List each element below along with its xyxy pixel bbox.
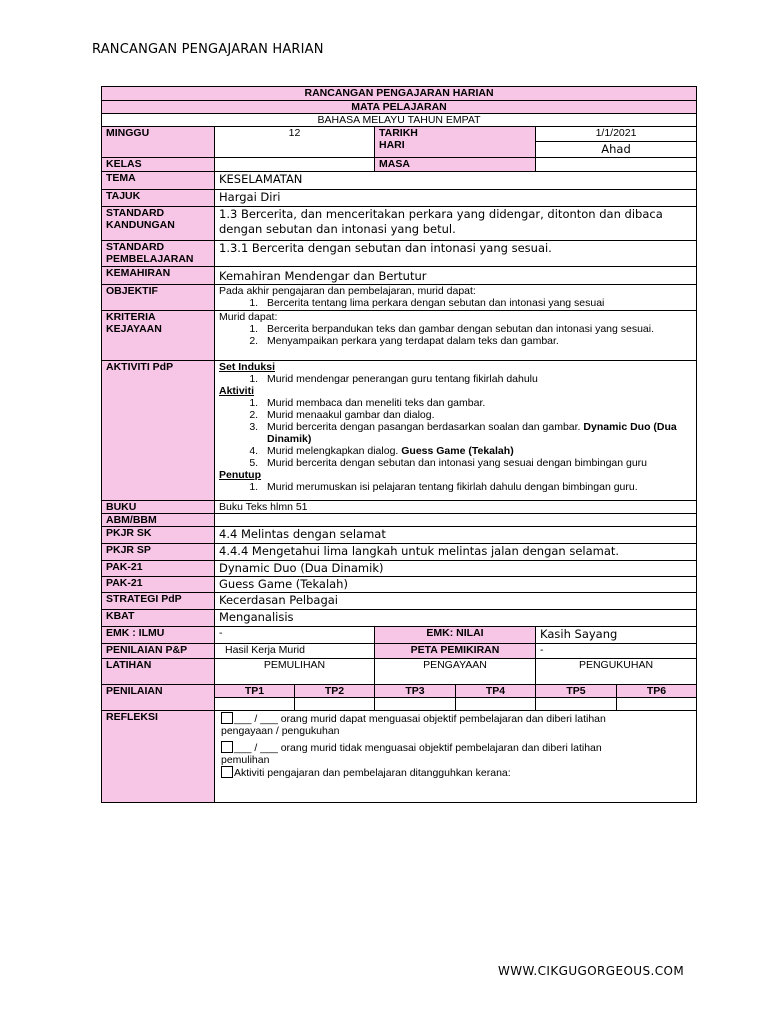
- aktiviti-item: 5. Murid bercerita dengan sebutan dan intonasi yang sesuai dengan bimbingan guru: [261, 457, 692, 469]
- tp-header: TP3: [375, 685, 456, 698]
- subject-label: MATA PELAJARAN: [102, 101, 697, 114]
- set-induksi-item: 1. Murid mendengar penerangan guru tentang fikirlah dahulu: [261, 373, 692, 385]
- checkbox-icon[interactable]: [221, 741, 233, 753]
- penilaian-pp-label: PENILAIAN P&P: [102, 644, 215, 659]
- minggu-value: 12: [215, 127, 375, 158]
- checkbox-icon[interactable]: [221, 712, 233, 724]
- lesson-plan-table: [101, 86, 697, 803]
- kemahiran-label: KEMAHIRAN: [102, 267, 215, 285]
- objektif-label: OBJEKTIF: [102, 285, 215, 311]
- tema-label: TEMA: [102, 172, 215, 190]
- subject-value: BAHASA MELAYU TAHUN EMPAT: [102, 114, 697, 127]
- kelas-value: [215, 158, 375, 172]
- kriteria-item: 1. Bercerita berpandukan teks dan gambar dengan sebutan dan intonasi yang sesuai.: [261, 323, 692, 335]
- tarikh-value: 1/1/2021: [536, 127, 697, 142]
- aktiviti-item: 3. Murid bercerita dengan pasangan berdasarkan soalan dan gambar. Dynamic Duo (Dua Dinamik): [261, 421, 692, 445]
- standard-pembelajaran-value: 1.3.1 Bercerita dengan sebutan dan intonasi yang sesuai.: [215, 241, 697, 267]
- tp-header: TP6: [617, 685, 697, 698]
- aktiviti-value: [215, 361, 697, 501]
- objektif-value: Pada akhir pengajaran dan pembelajaran, murid dapat: 1. Bercerita tentang lima perkara dengan sebutan dan intonasi yang sesuai: [215, 285, 697, 311]
- set-induksi-heading: Set Induksi: [219, 361, 276, 373]
- hari-value: Ahad: [536, 142, 697, 158]
- emk-nilai-value: Kasih Sayang: [536, 627, 697, 644]
- tp-cell[interactable]: [617, 698, 697, 711]
- buku-label: BUKU: [102, 501, 215, 514]
- pengayaan-cell: PENGAYAAN: [375, 659, 536, 685]
- pak21-value: Guess Game (Tekalah): [215, 577, 697, 593]
- refleksi-label: REFLEKSI: [102, 711, 215, 803]
- penutup-item: 1. Murid merumuskan isi pelajaran tentang fikirlah dahulu dengan bimbingan guru.: [261, 481, 692, 493]
- minggu-label: MINGGU: [102, 127, 215, 158]
- tp-cell[interactable]: [375, 698, 456, 711]
- masa-value: [536, 158, 697, 172]
- penilaian-pp-value: Hasil Kerja Murid: [215, 644, 375, 659]
- penutup-heading: Penutup: [219, 469, 261, 481]
- standard-kandungan-label: STANDARD KANDUNGAN: [102, 207, 215, 241]
- kemahiran-value: Kemahiran Mendengar dan Bertutur: [215, 267, 697, 285]
- kbat-value: Menganalisis: [215, 610, 697, 627]
- standard-pembelajaran-label: STANDARD PEMBELAJARAN: [102, 241, 215, 267]
- tarikh-hari-label: TARIKH HARI: [375, 127, 536, 158]
- objektif-item: 1. Bercerita tentang lima perkara dengan sebutan dan intonasi yang sesuai: [261, 297, 692, 309]
- abm-value: [215, 514, 697, 527]
- pkjr-sp-label: PKJR SP: [102, 544, 215, 561]
- emk-nilai-label: EMK: NILAI: [375, 627, 536, 644]
- tp-cell[interactable]: [536, 698, 617, 711]
- pak21-label: PAK-21: [102, 577, 215, 593]
- abm-label: ABM/BBM: [102, 514, 215, 527]
- aktiviti-heading: Aktiviti: [219, 385, 255, 397]
- tp-cell[interactable]: [215, 698, 295, 711]
- pkjr-sk-label: PKJR SK: [102, 527, 215, 544]
- pkjr-sk-value: 4.4 Melintas dengan selamat: [215, 527, 697, 544]
- pkjr-sp-value: 4.4.4 Mengetahui lima langkah untuk melintas jalan dengan selamat.: [215, 544, 697, 561]
- penilaian-label: PENILAIAN: [102, 685, 215, 711]
- tajuk-label: TAJUK: [102, 190, 215, 207]
- masa-label: MASA: [375, 158, 536, 172]
- tp-header: TP5: [536, 685, 617, 698]
- aktiviti-item: 1. Murid membaca dan meneliti teks dan gambar.: [261, 397, 692, 409]
- pak21-value: Dynamic Duo (Dua Dinamik): [215, 561, 697, 577]
- standard-kandungan-value: 1.3 Bercerita, dan menceritakan perkara yang didengar, ditonton dan dibaca dengan sebutan dan intonasi yang betul.: [215, 207, 697, 241]
- emk-ilmu-label: EMK : ILMU: [102, 627, 215, 644]
- plan-title: RANCANGAN PENGAJARAN HARIAN: [102, 87, 697, 101]
- kriteria-value: Murid dapat: 1. Bercerita berpandukan teks dan gambar dengan sebutan dan intonasi yang sesuai. 2. Menyampaikan perkara yang terdapat dalam teks dan gambar.: [215, 311, 697, 361]
- buku-value: Buku Teks hlmn 51: [215, 501, 697, 514]
- strategi-value: Kecerdasan Pelbagai: [215, 593, 697, 610]
- peta-pemikiran-label: PETA PEMIKIRAN: [375, 644, 536, 659]
- peta-pemikiran-value: -: [536, 644, 697, 659]
- tp-header: TP1: [215, 685, 295, 698]
- strategi-label: STRATEGI PdP: [102, 593, 215, 610]
- pengukuhan-cell: PENGUKUHAN: [536, 659, 697, 685]
- kriteria-item: 2. Menyampaikan perkara yang terdapat dalam teks dan gambar.: [261, 335, 692, 347]
- checkbox-icon[interactable]: [221, 766, 233, 778]
- pak21-label: PAK-21: [102, 561, 215, 577]
- refleksi-value: ___ / ___ orang murid dapat menguasai objektif pembelajaran dan diberi latihan pengayaan / pengukuhan ___ / ___ orang murid tidak menguasai objektif pembelajaran dan diberi latihan pemulihan Aktiviti pengajaran dan pembelajaran ditangguhkan kerana:: [215, 711, 697, 803]
- tema-value: KESELAMATAN: [215, 172, 697, 190]
- kbat-label: KBAT: [102, 610, 215, 627]
- kriteria-label: KRITERIA KEJAYAAN: [102, 311, 215, 361]
- emk-ilmu-value: -: [215, 627, 375, 644]
- aktiviti-item: 2. Murid menaakul gambar dan dialog.: [261, 409, 692, 421]
- kelas-label: KELAS: [102, 158, 215, 172]
- tajuk-value: Hargai Diri: [215, 190, 697, 207]
- pemulihan-cell: PEMULIHAN: [215, 659, 375, 685]
- tp-header: TP4: [456, 685, 536, 698]
- tp-cell[interactable]: [456, 698, 536, 711]
- page-header-title: RANCANGAN PENGAJARAN HARIAN: [92, 42, 324, 57]
- footer-url: WWW.CIKGUGORGEOUS.COM: [498, 964, 685, 978]
- latihan-label: LATIHAN: [102, 659, 215, 685]
- aktiviti-label: AKTIVITI PdP: [102, 361, 215, 501]
- tp-cell[interactable]: [295, 698, 375, 711]
- aktiviti-item: 4. Murid melengkapkan dialog. Guess Game (Tekalah): [261, 445, 692, 457]
- tp-header: TP2: [295, 685, 375, 698]
